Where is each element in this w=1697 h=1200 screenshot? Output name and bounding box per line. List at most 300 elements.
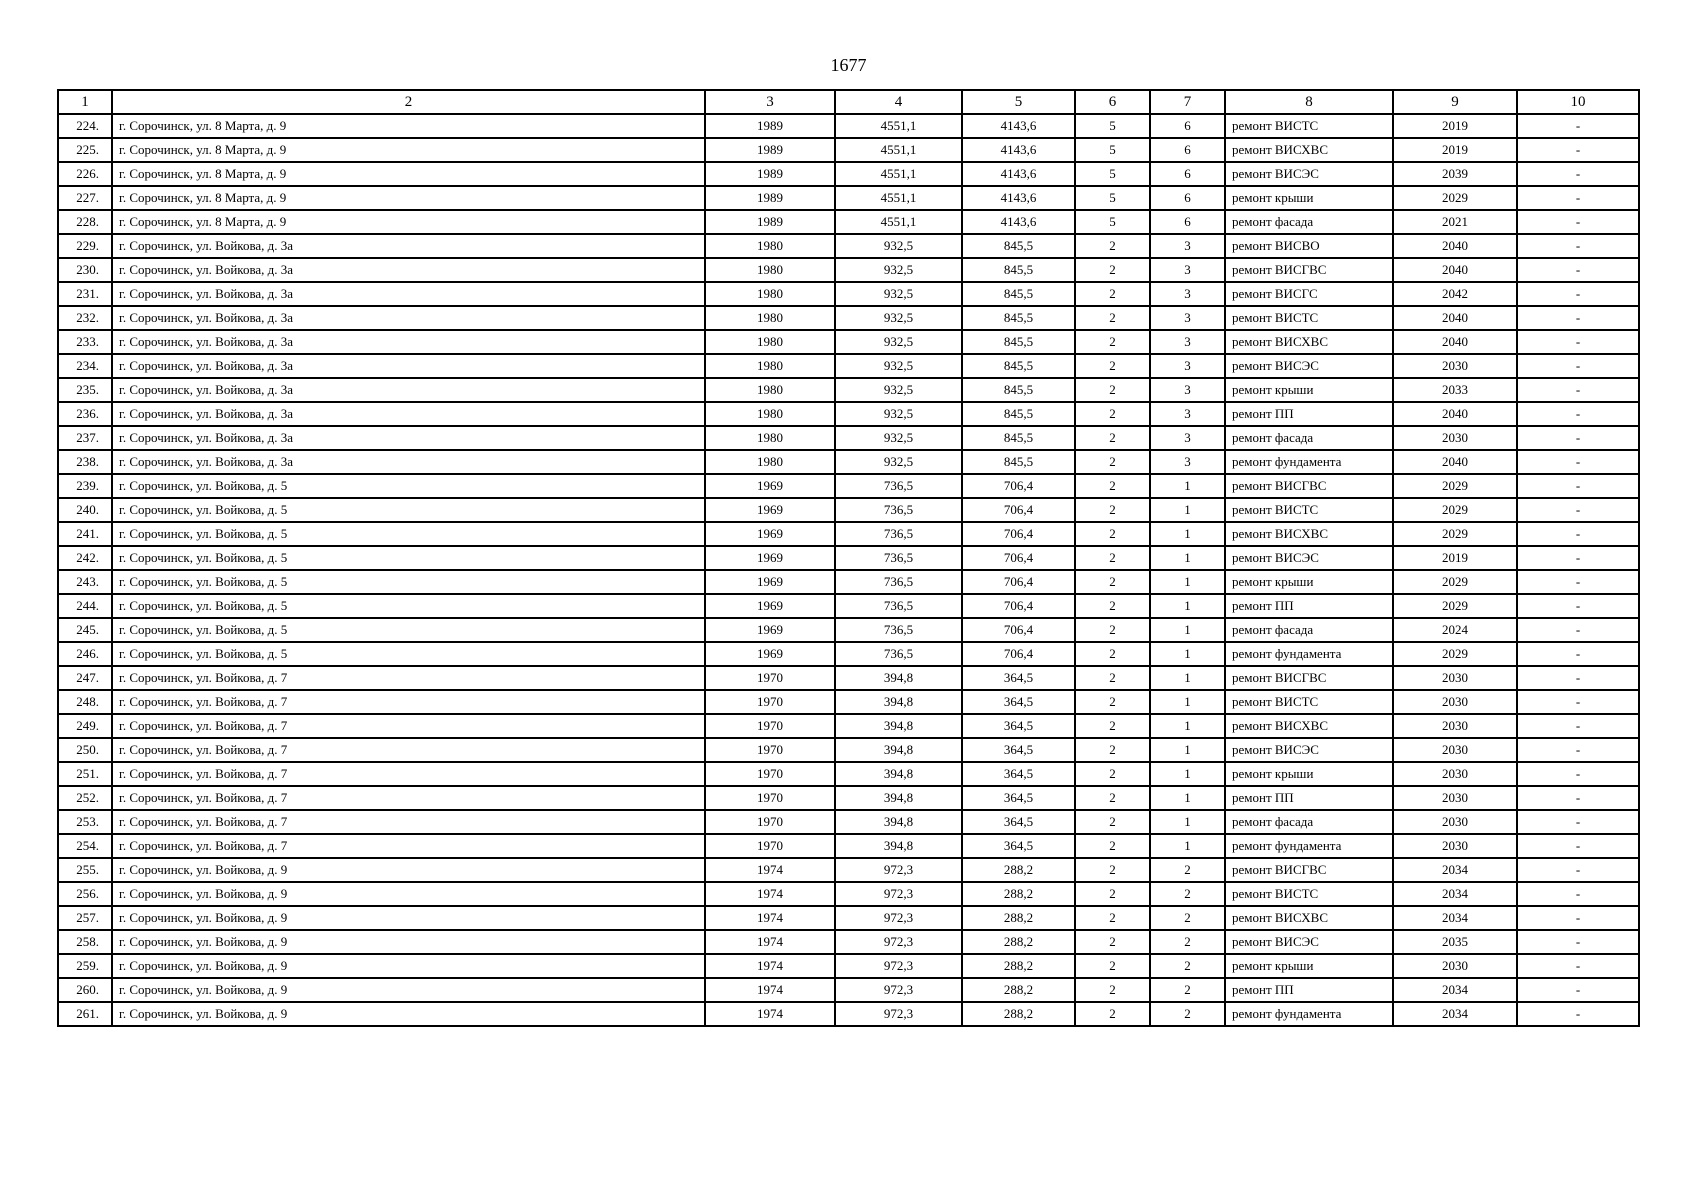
- cell-planned-year: 2029: [1393, 474, 1517, 498]
- cell-entrances: 6: [1150, 210, 1225, 234]
- cell-total-area: 932,5: [835, 234, 962, 258]
- cell-floors: 2: [1075, 498, 1150, 522]
- table-row: [58, 978, 1639, 1002]
- cell-total-area: 394,8: [835, 738, 962, 762]
- cell-total-area: 972,3: [835, 906, 962, 930]
- cell-note: -: [1517, 1002, 1639, 1026]
- cell-living-area: 845,5: [962, 402, 1075, 426]
- cell-work-type: ремонт ВИСГВС: [1225, 858, 1393, 882]
- cell-year-built: 1970: [705, 666, 835, 690]
- cell-living-area: 4143,6: [962, 186, 1075, 210]
- column-header-7: 7: [1150, 90, 1225, 114]
- cell-planned-year: 2021: [1393, 210, 1517, 234]
- table-row: [58, 594, 1639, 618]
- cell-planned-year: 2040: [1393, 402, 1517, 426]
- cell-entrances: 3: [1150, 426, 1225, 450]
- cell-planned-year: 2030: [1393, 354, 1517, 378]
- cell-total-area: 972,3: [835, 858, 962, 882]
- table-row: [58, 450, 1639, 474]
- page-number: 1677: [830, 55, 867, 75]
- cell-entrances: 1: [1150, 642, 1225, 666]
- cell-floors: 2: [1075, 402, 1150, 426]
- cell-address: г. Сорочинск, ул. 8 Марта, д. 9: [112, 186, 705, 210]
- cell-entrances: 3: [1150, 234, 1225, 258]
- cell-living-area: 706,4: [962, 546, 1075, 570]
- cell-note: -: [1517, 906, 1639, 930]
- table-row: [58, 930, 1639, 954]
- table-row: [58, 666, 1639, 690]
- cell-work-type: ремонт ВИСХВС: [1225, 138, 1393, 162]
- cell-work-type: ремонт ВИСЭС: [1225, 162, 1393, 186]
- cell-year-built: 1974: [705, 930, 835, 954]
- cell-row-number: 261.: [58, 1002, 112, 1026]
- cell-note: -: [1517, 714, 1639, 738]
- cell-planned-year: 2030: [1393, 426, 1517, 450]
- table-row: [58, 498, 1639, 522]
- cell-entrances: 2: [1150, 882, 1225, 906]
- cell-address: г. Сорочинск, ул. Войкова, д. 7: [112, 714, 705, 738]
- cell-year-built: 1980: [705, 234, 835, 258]
- cell-planned-year: 2030: [1393, 954, 1517, 978]
- cell-planned-year: 2040: [1393, 258, 1517, 282]
- cell-entrances: 3: [1150, 258, 1225, 282]
- cell-total-area: 394,8: [835, 810, 962, 834]
- cell-row-number: 236.: [58, 402, 112, 426]
- cell-living-area: 288,2: [962, 930, 1075, 954]
- cell-floors: 2: [1075, 762, 1150, 786]
- cell-address: г. Сорочинск, ул. 8 Марта, д. 9: [112, 210, 705, 234]
- cell-address: г. Сорочинск, ул. Войкова, д. 7: [112, 690, 705, 714]
- cell-year-built: 1974: [705, 954, 835, 978]
- cell-address: г. Сорочинск, ул. Войкова, д. 9: [112, 978, 705, 1002]
- cell-work-type: ремонт крыши: [1225, 954, 1393, 978]
- cell-work-type: ремонт ВИСТС: [1225, 882, 1393, 906]
- cell-row-number: 245.: [58, 618, 112, 642]
- cell-living-area: 288,2: [962, 1002, 1075, 1026]
- cell-row-number: 255.: [58, 858, 112, 882]
- cell-total-area: 736,5: [835, 498, 962, 522]
- cell-year-built: 1974: [705, 978, 835, 1002]
- table-row: [58, 210, 1639, 234]
- cell-row-number: 225.: [58, 138, 112, 162]
- table-row: [58, 642, 1639, 666]
- column-header-4: 4: [835, 90, 962, 114]
- cell-living-area: 364,5: [962, 762, 1075, 786]
- cell-entrances: 2: [1150, 930, 1225, 954]
- cell-year-built: 1980: [705, 426, 835, 450]
- cell-planned-year: 2040: [1393, 450, 1517, 474]
- cell-work-type: ремонт ВИСЭС: [1225, 738, 1393, 762]
- cell-year-built: 1980: [705, 258, 835, 282]
- cell-note: -: [1517, 138, 1639, 162]
- cell-entrances: 3: [1150, 306, 1225, 330]
- cell-planned-year: 2019: [1393, 546, 1517, 570]
- cell-note: -: [1517, 378, 1639, 402]
- cell-entrances: 1: [1150, 762, 1225, 786]
- cell-row-number: 253.: [58, 810, 112, 834]
- cell-floors: 2: [1075, 690, 1150, 714]
- cell-total-area: 4551,1: [835, 210, 962, 234]
- cell-living-area: 845,5: [962, 426, 1075, 450]
- cell-living-area: 706,4: [962, 570, 1075, 594]
- cell-work-type: ремонт ВИСХВС: [1225, 906, 1393, 930]
- cell-total-area: 394,8: [835, 690, 962, 714]
- cell-total-area: 394,8: [835, 714, 962, 738]
- cell-year-built: 1980: [705, 330, 835, 354]
- cell-planned-year: 2040: [1393, 234, 1517, 258]
- cell-total-area: 932,5: [835, 258, 962, 282]
- cell-total-area: 736,5: [835, 522, 962, 546]
- cell-living-area: 288,2: [962, 882, 1075, 906]
- cell-year-built: 1970: [705, 810, 835, 834]
- table-row: [58, 906, 1639, 930]
- cell-row-number: 229.: [58, 234, 112, 258]
- cell-planned-year: 2030: [1393, 666, 1517, 690]
- cell-year-built: 1989: [705, 138, 835, 162]
- table-row: [58, 546, 1639, 570]
- cell-living-area: 364,5: [962, 810, 1075, 834]
- cell-work-type: ремонт ВИСГВС: [1225, 474, 1393, 498]
- table-row: [58, 282, 1639, 306]
- cell-planned-year: 2029: [1393, 522, 1517, 546]
- cell-row-number: 239.: [58, 474, 112, 498]
- table-row: [58, 330, 1639, 354]
- cell-total-area: 972,3: [835, 930, 962, 954]
- cell-entrances: 3: [1150, 378, 1225, 402]
- table-row: [58, 234, 1639, 258]
- cell-planned-year: 2040: [1393, 306, 1517, 330]
- cell-entrances: 1: [1150, 498, 1225, 522]
- cell-address: г. Сорочинск, ул. Войкова, д. 7: [112, 666, 705, 690]
- cell-row-number: 233.: [58, 330, 112, 354]
- cell-entrances: 3: [1150, 282, 1225, 306]
- table-row: [58, 810, 1639, 834]
- cell-address: г. Сорочинск, ул. Войкова, д. 9: [112, 858, 705, 882]
- table-row: [58, 834, 1639, 858]
- cell-living-area: 706,4: [962, 522, 1075, 546]
- cell-work-type: ремонт фасада: [1225, 810, 1393, 834]
- cell-work-type: ремонт ВИСТС: [1225, 690, 1393, 714]
- cell-address: г. Сорочинск, ул. Войкова, д. 5: [112, 570, 705, 594]
- cell-entrances: 1: [1150, 810, 1225, 834]
- cell-floors: 2: [1075, 834, 1150, 858]
- cell-work-type: ремонт ВИСГС: [1225, 282, 1393, 306]
- cell-address: г. Сорочинск, ул. Войкова, д. 3а: [112, 258, 705, 282]
- cell-total-area: 394,8: [835, 762, 962, 786]
- cell-total-area: 932,5: [835, 306, 962, 330]
- cell-living-area: 4143,6: [962, 138, 1075, 162]
- cell-year-built: 1970: [705, 690, 835, 714]
- cell-work-type: ремонт фасада: [1225, 618, 1393, 642]
- cell-work-type: ремонт ПП: [1225, 786, 1393, 810]
- cell-living-area: 706,4: [962, 594, 1075, 618]
- cell-row-number: 259.: [58, 954, 112, 978]
- cell-living-area: 706,4: [962, 474, 1075, 498]
- table-row: [58, 738, 1639, 762]
- cell-living-area: 364,5: [962, 666, 1075, 690]
- cell-living-area: 845,5: [962, 354, 1075, 378]
- cell-planned-year: 2034: [1393, 882, 1517, 906]
- cell-year-built: 1980: [705, 450, 835, 474]
- cell-floors: 2: [1075, 570, 1150, 594]
- table-row: [58, 570, 1639, 594]
- cell-entrances: 1: [1150, 690, 1225, 714]
- cell-floors: 2: [1075, 450, 1150, 474]
- cell-year-built: 1974: [705, 882, 835, 906]
- cell-planned-year: 2030: [1393, 714, 1517, 738]
- cell-year-built: 1980: [705, 282, 835, 306]
- cell-note: -: [1517, 642, 1639, 666]
- cell-row-number: 258.: [58, 930, 112, 954]
- cell-note: -: [1517, 594, 1639, 618]
- cell-entrances: 1: [1150, 474, 1225, 498]
- cell-year-built: 1969: [705, 570, 835, 594]
- cell-planned-year: 2024: [1393, 618, 1517, 642]
- cell-floors: 2: [1075, 426, 1150, 450]
- cell-floors: 2: [1075, 858, 1150, 882]
- cell-total-area: 932,5: [835, 426, 962, 450]
- cell-total-area: 932,5: [835, 282, 962, 306]
- cell-entrances: 6: [1150, 162, 1225, 186]
- cell-planned-year: 2029: [1393, 186, 1517, 210]
- cell-planned-year: 2029: [1393, 570, 1517, 594]
- cell-note: -: [1517, 786, 1639, 810]
- cell-note: -: [1517, 738, 1639, 762]
- cell-floors: 2: [1075, 810, 1150, 834]
- cell-row-number: 231.: [58, 282, 112, 306]
- cell-planned-year: 2029: [1393, 498, 1517, 522]
- cell-work-type: ремонт ВИСЭС: [1225, 354, 1393, 378]
- cell-address: г. Сорочинск, ул. 8 Марта, д. 9: [112, 162, 705, 186]
- cell-note: -: [1517, 426, 1639, 450]
- cell-entrances: 3: [1150, 402, 1225, 426]
- cell-year-built: 1974: [705, 906, 835, 930]
- cell-note: -: [1517, 858, 1639, 882]
- cell-total-area: 972,3: [835, 1002, 962, 1026]
- cell-address: г. Сорочинск, ул. Войкова, д. 9: [112, 930, 705, 954]
- cell-entrances: 3: [1150, 354, 1225, 378]
- table-row: [58, 522, 1639, 546]
- cell-year-built: 1969: [705, 522, 835, 546]
- cell-total-area: 972,3: [835, 978, 962, 1002]
- cell-floors: 2: [1075, 306, 1150, 330]
- cell-address: г. Сорочинск, ул. Войкова, д. 3а: [112, 354, 705, 378]
- cell-planned-year: 2042: [1393, 282, 1517, 306]
- cell-row-number: 234.: [58, 354, 112, 378]
- cell-planned-year: 2040: [1393, 330, 1517, 354]
- cell-entrances: 1: [1150, 714, 1225, 738]
- cell-row-number: 252.: [58, 786, 112, 810]
- cell-living-area: 288,2: [962, 954, 1075, 978]
- cell-entrances: 1: [1150, 786, 1225, 810]
- column-header-3: 3: [705, 90, 835, 114]
- cell-total-area: 394,8: [835, 786, 962, 810]
- cell-address: г. Сорочинск, ул. Войкова, д. 5: [112, 642, 705, 666]
- cell-entrances: 1: [1150, 618, 1225, 642]
- table-row: [58, 354, 1639, 378]
- cell-year-built: 1989: [705, 210, 835, 234]
- cell-address: г. Сорочинск, ул. Войкова, д. 5: [112, 546, 705, 570]
- cell-planned-year: 2029: [1393, 594, 1517, 618]
- cell-year-built: 1989: [705, 162, 835, 186]
- cell-living-area: 4143,6: [962, 162, 1075, 186]
- cell-note: -: [1517, 306, 1639, 330]
- cell-living-area: 4143,6: [962, 210, 1075, 234]
- cell-note: -: [1517, 810, 1639, 834]
- cell-note: -: [1517, 522, 1639, 546]
- cell-floors: 2: [1075, 738, 1150, 762]
- cell-work-type: ремонт крыши: [1225, 378, 1393, 402]
- column-header-1: 1: [58, 90, 112, 114]
- repair-schedule-table: [57, 89, 1640, 1027]
- table-row: [58, 714, 1639, 738]
- cell-living-area: 364,5: [962, 786, 1075, 810]
- cell-work-type: ремонт фундамента: [1225, 450, 1393, 474]
- cell-row-number: 248.: [58, 690, 112, 714]
- cell-year-built: 1989: [705, 114, 835, 138]
- cell-floors: 2: [1075, 594, 1150, 618]
- cell-total-area: 394,8: [835, 666, 962, 690]
- cell-note: -: [1517, 234, 1639, 258]
- table-row: [58, 954, 1639, 978]
- table-row: [58, 378, 1639, 402]
- cell-work-type: ремонт ПП: [1225, 594, 1393, 618]
- cell-planned-year: 2034: [1393, 858, 1517, 882]
- cell-address: г. Сорочинск, ул. Войкова, д. 3а: [112, 426, 705, 450]
- cell-row-number: 227.: [58, 186, 112, 210]
- cell-work-type: ремонт ВИСХВС: [1225, 714, 1393, 738]
- cell-work-type: ремонт фундамента: [1225, 834, 1393, 858]
- cell-row-number: 256.: [58, 882, 112, 906]
- cell-note: -: [1517, 978, 1639, 1002]
- cell-year-built: 1970: [705, 714, 835, 738]
- cell-floors: 2: [1075, 474, 1150, 498]
- cell-note: -: [1517, 282, 1639, 306]
- cell-entrances: 2: [1150, 954, 1225, 978]
- cell-total-area: 932,5: [835, 450, 962, 474]
- cell-note: -: [1517, 114, 1639, 138]
- cell-living-area: 845,5: [962, 234, 1075, 258]
- cell-row-number: 251.: [58, 762, 112, 786]
- cell-work-type: ремонт ВИСТС: [1225, 498, 1393, 522]
- cell-year-built: 1980: [705, 402, 835, 426]
- cell-note: -: [1517, 354, 1639, 378]
- cell-note: -: [1517, 930, 1639, 954]
- column-header-8: 8: [1225, 90, 1393, 114]
- cell-living-area: 845,5: [962, 282, 1075, 306]
- cell-floors: 2: [1075, 714, 1150, 738]
- cell-planned-year: 2019: [1393, 114, 1517, 138]
- cell-address: г. Сорочинск, ул. Войкова, д. 5: [112, 498, 705, 522]
- cell-note: -: [1517, 762, 1639, 786]
- cell-floors: 2: [1075, 546, 1150, 570]
- cell-work-type: ремонт ВИСХВС: [1225, 330, 1393, 354]
- cell-entrances: 1: [1150, 594, 1225, 618]
- cell-year-built: 1970: [705, 786, 835, 810]
- cell-address: г. Сорочинск, ул. Войкова, д. 7: [112, 762, 705, 786]
- table-row: [58, 882, 1639, 906]
- cell-row-number: 244.: [58, 594, 112, 618]
- cell-planned-year: 2034: [1393, 1002, 1517, 1026]
- cell-living-area: 845,5: [962, 450, 1075, 474]
- cell-planned-year: 2030: [1393, 738, 1517, 762]
- cell-entrances: 3: [1150, 450, 1225, 474]
- cell-address: г. Сорочинск, ул. Войкова, д. 5: [112, 474, 705, 498]
- cell-floors: 2: [1075, 930, 1150, 954]
- cell-year-built: 1969: [705, 498, 835, 522]
- cell-total-area: 736,5: [835, 546, 962, 570]
- cell-year-built: 1980: [705, 378, 835, 402]
- cell-floors: 2: [1075, 354, 1150, 378]
- cell-note: -: [1517, 570, 1639, 594]
- cell-row-number: 243.: [58, 570, 112, 594]
- table-row: [58, 858, 1639, 882]
- cell-note: -: [1517, 210, 1639, 234]
- cell-row-number: 249.: [58, 714, 112, 738]
- cell-year-built: 1980: [705, 306, 835, 330]
- cell-work-type: ремонт фасада: [1225, 210, 1393, 234]
- cell-living-area: 364,5: [962, 714, 1075, 738]
- cell-year-built: 1970: [705, 738, 835, 762]
- cell-row-number: 237.: [58, 426, 112, 450]
- cell-total-area: 932,5: [835, 378, 962, 402]
- cell-address: г. Сорочинск, ул. 8 Марта, д. 9: [112, 114, 705, 138]
- cell-note: -: [1517, 402, 1639, 426]
- cell-address: г. Сорочинск, ул. Войкова, д. 9: [112, 1002, 705, 1026]
- cell-row-number: 235.: [58, 378, 112, 402]
- cell-row-number: 232.: [58, 306, 112, 330]
- cell-work-type: ремонт ПП: [1225, 402, 1393, 426]
- cell-floors: 2: [1075, 786, 1150, 810]
- cell-living-area: 288,2: [962, 906, 1075, 930]
- cell-address: г. Сорочинск, ул. Войкова, д. 7: [112, 834, 705, 858]
- cell-address: г. Сорочинск, ул. Войкова, д. 3а: [112, 450, 705, 474]
- cell-address: г. Сорочинск, ул. Войкова, д. 7: [112, 810, 705, 834]
- cell-entrances: 1: [1150, 738, 1225, 762]
- cell-note: -: [1517, 618, 1639, 642]
- cell-living-area: 706,4: [962, 498, 1075, 522]
- cell-row-number: 224.: [58, 114, 112, 138]
- cell-work-type: ремонт ПП: [1225, 978, 1393, 1002]
- column-header-10: 10: [1517, 90, 1639, 114]
- cell-floors: 5: [1075, 162, 1150, 186]
- cell-floors: 2: [1075, 522, 1150, 546]
- cell-entrances: 1: [1150, 522, 1225, 546]
- table-row: [58, 258, 1639, 282]
- cell-entrances: 2: [1150, 906, 1225, 930]
- cell-entrances: 6: [1150, 114, 1225, 138]
- table-body: [58, 114, 1639, 1026]
- cell-note: -: [1517, 186, 1639, 210]
- cell-work-type: ремонт ВИСТС: [1225, 306, 1393, 330]
- cell-address: г. Сорочинск, ул. Войкова, д. 3а: [112, 402, 705, 426]
- cell-year-built: 1970: [705, 762, 835, 786]
- cell-address: г. Сорочинск, ул. Войкова, д. 3а: [112, 306, 705, 330]
- cell-work-type: ремонт ВИСГВС: [1225, 258, 1393, 282]
- cell-entrances: 1: [1150, 666, 1225, 690]
- cell-row-number: 254.: [58, 834, 112, 858]
- cell-living-area: 706,4: [962, 642, 1075, 666]
- cell-living-area: 706,4: [962, 618, 1075, 642]
- cell-total-area: 932,5: [835, 330, 962, 354]
- cell-total-area: 4551,1: [835, 162, 962, 186]
- cell-floors: 2: [1075, 642, 1150, 666]
- cell-total-area: 736,5: [835, 594, 962, 618]
- cell-work-type: ремонт крыши: [1225, 186, 1393, 210]
- cell-row-number: 257.: [58, 906, 112, 930]
- table-row: [58, 1002, 1639, 1026]
- cell-planned-year: 2019: [1393, 138, 1517, 162]
